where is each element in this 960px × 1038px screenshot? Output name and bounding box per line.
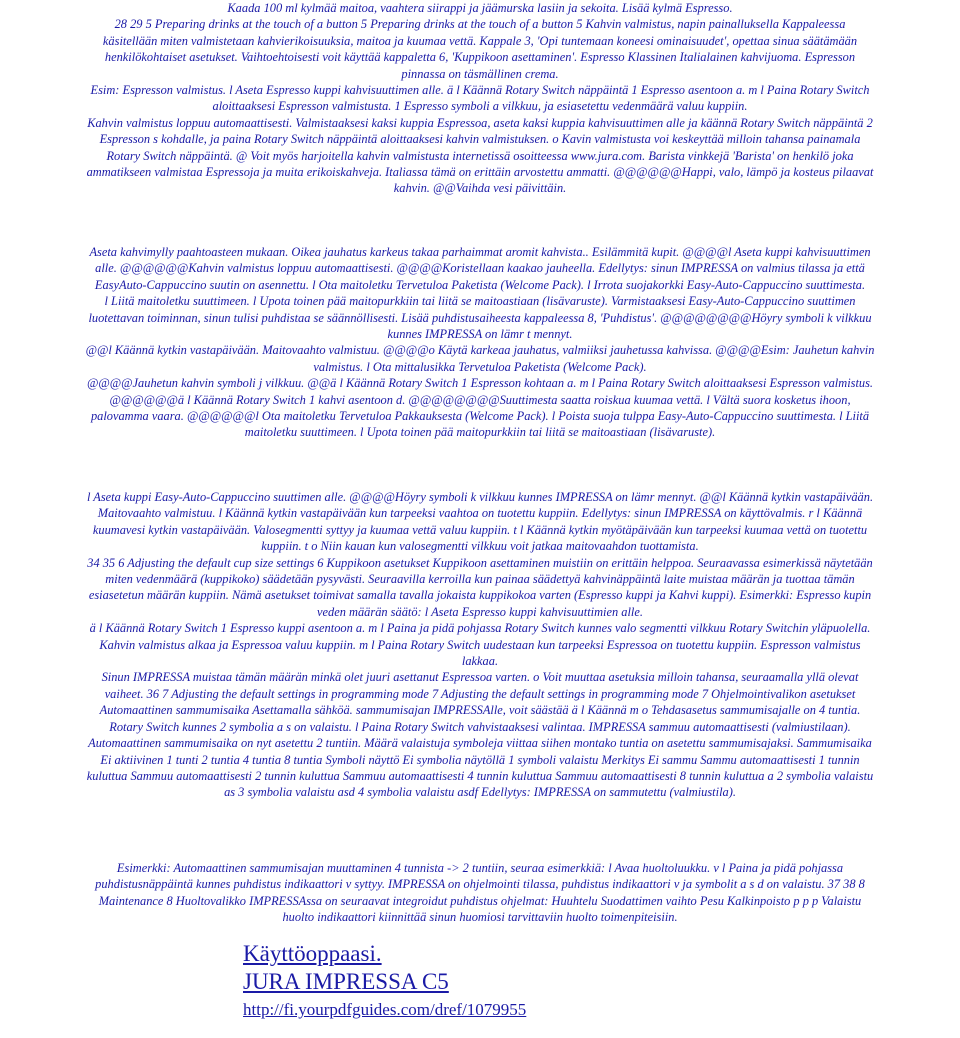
footer-block <box>243 940 743 1022</box>
text-line: aloittaaksesi Espresson valmistusta. 1 Espresso symboli a vilkkuu, ja esiasetettu vedenmäärä valuu kuppiin. <box>212 99 748 114</box>
text-line: kunnes IMPRESSA on lämr t mennyt. <box>387 327 573 342</box>
text-line: miten vedenmäärä (kuppikoko) säädetään pysyvästi. Seuraavilla kerroilla kun painaa säädettyä kahvinäppäintä laite muistaa määrän ja tuottaa tämän <box>105 572 855 587</box>
text-line: Automaattinen sammumisaika on nyt asetettu 2 tuntiin. Määrä valaistuja symboleja viittaa siihen montako tuntia on asetettu sammumisajaksi. Sammumisaika <box>88 736 872 751</box>
text-line: henkilökohtaiset asetukset. Vaihtoehtoisesti voit käyttää kappaletta 6, 'Kuppikoon asettaminen'. Espresso Klassinen Italialainen kahvijuoma. Espresson <box>104 50 856 65</box>
text-line: kuumavesi kytkin vastapäivään. Valosegmentti syttyy ja kuumaa vettä valuu kuppiin. t l Käännä kytkin myötäpäivään kun tarpeeksi kuumaa vettä on tuotettu <box>92 522 868 537</box>
text-line: ammatikseen valmistaa Espressoja ja muita erikoiskahveja. Italiassa tämä on erittäin arvostettu ammatti. @@@@@@Happi, valo, lämpö ja kosteus pilaavat <box>86 165 874 180</box>
text-line: Kaada 100 ml kylmää maitoa, vaahtera siirappi ja jäämurska lasiin ja sekoita. Lisää kylmä Espresso. <box>227 1 733 15</box>
text-line: Maitovaahto valmistuu. l Käännä kytkin vastapäivään kun tarpeeksi vaahtoa on tuotettu kuppiin. Edellytys: sinun IMPRESSA on käyttövalmis. r l Käännä <box>97 506 863 521</box>
text-line: Maintenance 8 Huoltovalikko IMPRESSAssa on seuraavat integroidut puhdistus ohjelmat: Huuhtelu Suodattimen vaihto Pesu Kalkinpoisto p p p Valaistu <box>98 893 862 908</box>
text-line: huolto indikaattori kiinnittää sinun huomiosi tarvittaviin huolto toimenpiteisiin. <box>282 910 678 925</box>
text-line: kuluttua Sammuu automaattisesti 2 tunnin kuluttua Sammuu automaattisesti 4 tunnin kuluttua Sammuu automaattisesti 8 tunnin kuluttua a 2 symbolia valaistu <box>86 768 874 783</box>
text-line: käsitellään miten valmistetaan kahvierikoisuuksia, maitoa ja kuumaa vettä. Kappale 3, 'Opi tuntemaan koneesi ominaisuudet', opettaa sinua säätämään <box>102 33 858 48</box>
text-line: Ei aktiivinen 1 tunti 2 tuntia 4 tuntia 8 tuntia Symboli näyttö Ei symbolia näytöllä 1 symboli valaistu Merkitys Ei sammu Sammu automaattisesti 1 tunnin <box>100 752 860 767</box>
text-line: Kahvin valmistus loppuu automaattisesti. Valmistaaksesi kaksi kuppia Espressoa, aseta kaksi kuppia kahvisuuttimen alle ja käännä Rotary Switch näppäintä 2 <box>87 115 873 130</box>
text-line: Esimerkki: Automaattinen sammumisajan muuttaminen 4 tunnista -> 2 tuntiin, seuraa esimerkkiä: l Avaa huoltoluukku. v l Paina ja pidä pohjassa <box>116 861 844 875</box>
text-line: Sinun IMPRESSA muistaa tämän määrän minkä olet juuri asettanut Espressoa varten. o Voit muuttaa asetuksia milloin tahansa, seuraamalla yllä olevat <box>101 670 859 685</box>
manual-title-link[interactable]: Käyttöoppaasi. <box>243 941 382 966</box>
text-line: 34 35 6 Adjusting the default cup size settings 6 Kuppikoon asetukset Kuppikoon asettaminen muistiin on erittäin helppoa. Seuraavassa esimerkissä näytetään <box>87 555 873 570</box>
text-line: vaiheet. 36 7 Adjusting the default settings in programming mode 7 Adjusting the default settings in programming mode 7 Ohjelmointivalikon asetukset <box>104 686 856 701</box>
text-line: Aseta kahvimylly paahtoasteen mukaan. Oikea jauhatus karkeus takaa parhaimmat aromit kahvista.. Esilämmitä kupit. @@@@l Aseta kuppi kahvisuuttimen <box>89 245 871 259</box>
text-line: Kahvin valmistus alkaa ja Espressoa valuu kuppiin. m l Paina Rotary Switch uudestaan kun tarpeeksi Espressoa on tuotettu kuppiin. Espresson valmistus <box>99 637 861 652</box>
text-line: EasyAuto-Cappuccino suutin on asennettu. l Ota maitoletku Tervetuloa Paketista (Welcome Pack). l Irrota suojakorkki Easy-Auto-Cappuccino suuttimesta. <box>94 277 866 292</box>
text-line: luotettavan toiminnan, sinun tulisi puhdistaa se säännöllisesti. Lisää puhdistusaiheesta kappaleessa 8, 'Puhdistus'. @@@@@@@@Höyry symboli k vilkkuu <box>88 310 872 325</box>
text-line: Rotary Switch näppäintä. @ Voit myös harjoitella kahvin valmistusta internetissä osoitteessa www.jura.com. Barista vinkkejä 'Barista' on henkilö joka <box>106 148 854 163</box>
text-line: as 3 symbolia valaistu asd 4 symbolia valaistu asdf Edellytys: IMPRESSA on sammutettu (valmiustila). <box>224 785 736 800</box>
text-line: veden määrän säätö: l Aseta Espresso kuppi kahvisuuttimien alle. <box>317 604 643 619</box>
text-line: palovamma vaara. @@@@@@l Ota maitoletku Tervetuloa Pakkauksesta (Welcome Pack). l Poista suoja tulppa Easy-Auto-Cappuccino suuttimesta. l Liitä <box>90 409 870 424</box>
paragraph-2 <box>0 244 960 441</box>
text-line: @@l Käännä kytkin vastapäivään. Maitovaahto valmistuu. @@@@o Käytä karkeaa jauhatus, valmiiksi jauhetussa kahvissa. @@@@Esim: Jauhetun kahvin <box>85 343 875 358</box>
text-line: Rotary Switch kunnes 2 symbolia a s on valaistu. l Paina Rotary Switch vahvistaaksesi valintaa. IMPRESSA sammuu automaattisesti (valmiustilaan). <box>109 719 851 734</box>
source-url-link[interactable]: http://fi.yourpdfguides.com/dref/1079955 <box>243 1000 527 1019</box>
paragraph-1 <box>0 0 960 197</box>
paragraph-3 <box>0 489 960 801</box>
text-line: kahvin. @@Vaihda vesi päivittäin. <box>393 181 567 196</box>
text-line: l Aseta kuppi Easy-Auto-Cappuccino suuttimen alle. @@@@Höyry symboli k vilkkuu kunnes IMPRESSA on lämr mennyt. @@l Käännä kytkin vastapäivään. <box>86 490 874 504</box>
text-line: @@@@@@ä l Käännä Rotary Switch 1 kahvi asentoon d. @@@@@@@@Suuttimesta saatta roiskua kuumaa vettä. l Vältä suora kosketus ihoon, <box>109 392 851 407</box>
text-line: Esim: Espresson valmistus. l Aseta Espresso kuppi kahvisuuttimen alle. ä l Käännä Rotary Switch näppäintä 1 Espresso asentoon a. m l Paina Rotary Switch <box>90 83 870 98</box>
product-title-link[interactable]: JURA IMPRESSA C5 <box>243 969 449 994</box>
text-line: esiasetetun määrän kuppiin. Nämä asetukset toimivat samalla tavalla jokaista kuppikokoa varten (Espresso kuppi ja Kahvi kuppi). Esimerkki: Espresso kupin <box>88 588 872 603</box>
text-line: l Liitä maitoletku suuttimeen. l Upota toinen pää maitopurkkiin tai liitä se maitoastiaan (lisävaruste). Varmistaaksesi Easy-Auto-Cappuccino suuttimen <box>104 294 856 309</box>
text-line: alle. @@@@@@Kahvin valmistus loppuu automaattisesti. @@@@Koristellaan kaakao jauheella. Edellytys: sinun IMPRESSA on valmius tilassa ja että <box>95 261 865 276</box>
paragraph-4 <box>0 860 960 926</box>
text-line: Automaattinen sammumisaika Asettamalla sähköä. sammumisajan IMPRESSAlle, voit säästää ä l Käännä m o Tehdasasetus sammumisajalle on 4 tuntia. <box>99 703 861 718</box>
text-line: @@@@Jauhetun kahvin symboli j vilkkuu. @@ä l Käännä Rotary Switch 1 Espresson kohtaan a. m l Paina Rotary Switch aloittaaksesi Espresson valmistus. <box>86 376 874 391</box>
text-line: puhdistusnäppäintä kunnes puhdistus indikaattori v syttyy. IMPRESSA on ohjelmointi tilassa, puhdistus indikaattori v ja symbolit a s d on valaistu. 37 38 8 <box>95 877 865 892</box>
text-line: ä l Käännä Rotary Switch 1 Espresso kuppi asentoon a. m l Paina ja pidä pohjassa Rotary Switch kunnes valo segmentti vilkkuu Rotary Switchin yläpuolella. <box>89 621 871 636</box>
text-line: maitoletku suuttimeen. l Upota toinen pää maitopurkkiin tai liitä se maitoastiaan (lisävaruste). <box>244 425 716 440</box>
text-line: kuppiin. t o Niin kauan kun valosegmentti vilkkuu voit jatkaa maitovaahdon tuottamista. <box>261 539 699 554</box>
text-line: lakkaa. <box>461 654 499 669</box>
text-line: Espresson s kohdalle, ja paina Rotary Switch näppäintä aloittaaksesi kahvin valmistuksen. o Kavin valmistusta voi keskeyttää milloin tahansa painamala <box>99 132 861 147</box>
text-line: pinnassa on täsmällinen crema. <box>401 66 559 81</box>
text-line: 28 29 5 Preparing drinks at the touch of a button 5 Preparing drinks at the touch of a button 5 Kahvin valmistus, napin painalluksella Kappaleessa <box>114 17 846 32</box>
text-line: valmistus. l Ota mittalusikka Tervetuloa Paketista (Welcome Pack). <box>313 359 647 374</box>
